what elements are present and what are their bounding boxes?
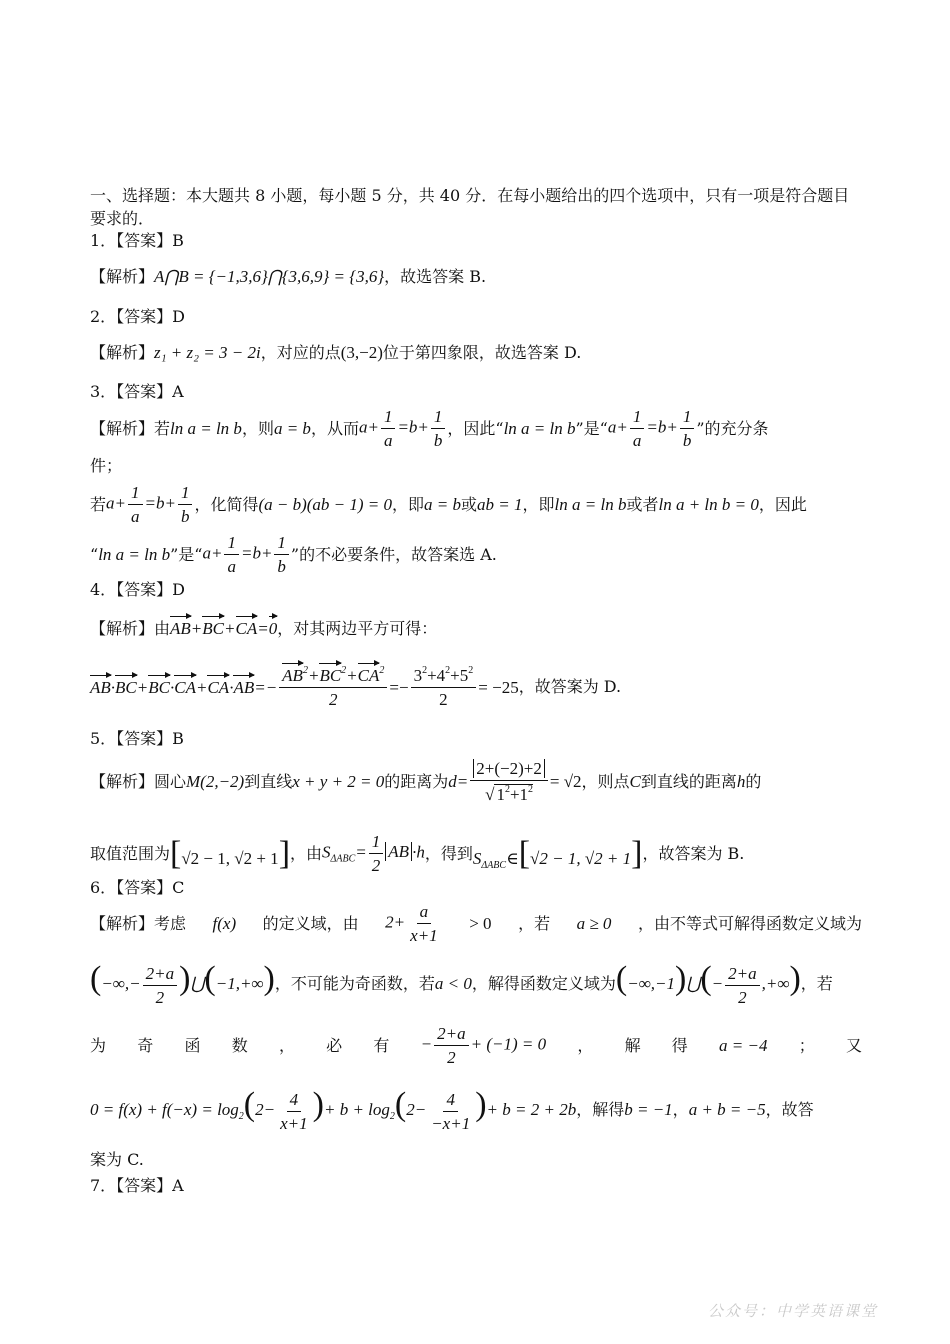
- q5-expl-line2: [90, 833, 862, 874]
- q6-l2-domain1: (−∞,− $\frac{2+a}{2}$ )⋃(−1,+∞): [90, 960, 275, 1007]
- q4-l1-prefix: 【解析】由: [90, 618, 171, 638]
- q3-l1-frac-eq: a+ $\frac{1}{a}$ =b+ $\frac{1}{b}$: [359, 408, 447, 449]
- q1-expl-suffix: ，故选答案 B.: [384, 266, 487, 286]
- q3-l3-c4: ln a + ln b = 0: [658, 495, 759, 514]
- q3-l1-frac-eq-2: a+ $\frac{1}{a}$ =b+ $\frac{1}{b}$: [608, 408, 696, 449]
- q5-l2-get: ，得到: [424, 843, 473, 863]
- q5-l2-end: ，故答案为 B.: [642, 843, 745, 863]
- q3-l4-ln-eq: ln a = ln b: [98, 545, 171, 564]
- q4-l2-frac2: $\frac{3^2+4^2+5^2}{2}$: [411, 666, 477, 708]
- q2-answer: [90, 309, 862, 325]
- q3-l3-c1: a = b: [424, 495, 462, 514]
- q6-l4-b: b = −1: [624, 1100, 673, 1120]
- q4-l2-eq: =−: [389, 677, 409, 697]
- q6-l3-eq: − $\frac{2+a}{2}$ + (−1) = 0: [420, 1024, 547, 1067]
- q5-l1-frac: $\frac{2+(-2)+2}{√ 1^2+1^2}$: [470, 760, 548, 803]
- q3-l1-ln-eq-2: ln a = ln b: [503, 419, 576, 438]
- q6-l3-w3: 数: [231, 1035, 248, 1055]
- q2-expl-mid: ，对应的点: [260, 342, 341, 362]
- q7-answer: [90, 1178, 862, 1194]
- q6-l2-cond: a < 0: [434, 974, 472, 994]
- q5-l2-result: $S_{\Delta ABC}\in[√2 - 1$, √2 + 1]: [472, 834, 643, 872]
- q4-answer-text: 4．【答案】D: [90, 580, 186, 599]
- q3-l3-simp: ，化简得: [194, 494, 259, 514]
- q3-l3-c3: ln a = ln b: [554, 495, 627, 514]
- q6-l3-a: a = −4: [719, 1036, 768, 1055]
- q6-answer: [90, 880, 862, 896]
- q3-l3-or2: 或者: [626, 494, 659, 514]
- q6-l2-mid: ，不可能为奇函数，若: [274, 973, 435, 993]
- q3-l1-then: ，则: [241, 418, 274, 438]
- q5-l2-range-text: √2 − 1, √2 + 1: [181, 848, 279, 868]
- q4-l1-suffix: ，对其两边平方可得：: [277, 618, 438, 638]
- q6-l4-end: ，故答: [765, 1099, 814, 1119]
- section-heading-line2: [90, 211, 862, 227]
- q5-answer-text: 5．【答案】B: [90, 729, 184, 748]
- q3-l4-frac-eq: a+ $\frac{1}{a}$ =b+ $\frac{1}{b}$: [202, 534, 290, 575]
- q5-l2-prefix: 取值范围为: [90, 843, 171, 863]
- q3-l4-quote: “: [90, 544, 99, 564]
- q5-l1-end: 的: [745, 771, 762, 791]
- q1-expl-prefix: 【解析】: [90, 266, 155, 286]
- q6-l1-if: ，若: [518, 913, 551, 933]
- q2-expl-math: z₁ + z₂ = 3 − 2i: [154, 343, 261, 362]
- q5-l2-area: $S_{\Delta ABC}=$ $\frac{1}{2}$ AB ·h: [322, 832, 425, 875]
- q4-l2-frac1: $\frac{AB^2+BC^2+CA^2}{2}$: [279, 666, 387, 708]
- q3-l3-end: ，因此: [758, 494, 807, 514]
- q1-answer: [90, 233, 862, 249]
- q5-l1-center: M(2,−2): [186, 772, 245, 791]
- q6-l1-end: ，由不等式可解得函数定义域为: [637, 913, 862, 933]
- q5-l1-c: C: [629, 772, 641, 791]
- section-heading-line1: [90, 188, 862, 204]
- q4-l1-vector-sum: AB+BC+CA=0: [170, 619, 278, 638]
- q1-explanation: [90, 268, 862, 285]
- q5-answer: [90, 731, 862, 747]
- q3-answer-text: 3．【答案】A: [90, 382, 184, 401]
- q6-l1-gt: > 0: [469, 914, 492, 933]
- q5-l1-dist: 的距离为: [384, 771, 449, 791]
- q6-l5: 案为 C.: [90, 1150, 144, 1169]
- q3-l3-c2: ab = 1: [477, 495, 523, 514]
- q5-expl-line1: [90, 760, 862, 803]
- q5-l1-line: x + y + 2 = 0: [292, 772, 385, 791]
- q5-l1-d: d=: [448, 772, 469, 791]
- q6-answer-text: 6．【答案】C: [90, 878, 185, 897]
- q3-l4-end: ”的不必要条件，故答案选 A.: [290, 544, 497, 564]
- q3-l1-end: ”的充分条: [696, 418, 769, 438]
- q3-l1-prefix: 【解析】若: [90, 418, 171, 438]
- q3-l3-prefix: 若: [90, 494, 107, 514]
- q6-l3-eq-text: + (−1) = 0: [470, 1034, 547, 1054]
- q6-expl-line2: [90, 962, 862, 1006]
- q5-l2-range-text-2: √2 − 1, √2 + 1: [530, 848, 632, 868]
- q1-answer-text: 1．【答案】B: [90, 231, 184, 250]
- q4-answer: [90, 582, 862, 598]
- q4-l2-suffix: ，故答案为 D.: [518, 677, 622, 696]
- q6-l4-eq-text: + b = 2 + 2b: [486, 1100, 577, 1119]
- q6-l4-sum: a + b = −5: [688, 1100, 766, 1120]
- q6-l2-domain: ，解得函数定义域为: [471, 973, 616, 993]
- q3-expl-line2: [90, 458, 862, 474]
- watermark: 公众号：中学英语课堂: [708, 1302, 879, 1320]
- q6-l1-domain: 的定义域，由: [262, 913, 359, 933]
- q1-expl-math: A⋂B = {−1,3,6}⋂{3,6,9} = {3,6}: [154, 267, 385, 286]
- q6-l4-comma: ，: [672, 1099, 689, 1119]
- q6-l1-cond: a ≥ 0: [576, 914, 612, 933]
- q6-l3-semi: ；: [798, 1035, 815, 1055]
- section-heading-text2: 要求的．: [90, 209, 155, 228]
- q6-l4-mid: + b + log: [323, 1100, 390, 1119]
- q5-l1-h: h: [736, 772, 746, 791]
- q2-expl-suffix: 位于第四象限，故选答案 D.: [382, 342, 582, 362]
- q5-l1-h-text: 到直线的距离: [640, 771, 737, 791]
- q3-l1-thus: ，因此“: [447, 418, 504, 438]
- q3-l3-frac-eq: a+ $\frac{1}{a}$ =b+ $\frac{1}{b}$: [106, 484, 194, 525]
- q3-l2: 件；: [90, 456, 123, 475]
- q6-expl-line4: [90, 1088, 862, 1132]
- q4-l2-result: = −25: [478, 677, 519, 697]
- q3-l3-expr: (a − b)(ab − 1) = 0: [258, 495, 393, 514]
- q2-answer-text: 2．【答案】D: [90, 307, 186, 326]
- q6-l3-w1: 奇: [137, 1035, 154, 1055]
- q6-l3-w4: ，: [278, 1035, 295, 1055]
- q5-l1-prefix: 【解析】圆心: [90, 771, 187, 791]
- q6-l3-again: 又: [845, 1035, 862, 1055]
- q2-explanation: [90, 344, 862, 361]
- q4-l2-dot-sum: AB·BC+BC·CA+CA·AB=−: [90, 677, 278, 697]
- q5-l2-by: ，由: [290, 843, 323, 863]
- q6-l4-prefix: 0 = f(x) + f(−x) = log: [90, 1100, 239, 1119]
- q3-l1-so: ，从而: [310, 418, 359, 438]
- q3-expl-line3: [90, 484, 862, 525]
- q6-expl-line5: [90, 1152, 862, 1168]
- q3-l3-or: 或: [461, 494, 478, 514]
- q6-l3-w5: 必: [326, 1035, 343, 1055]
- q6-l3-w8: 解: [624, 1035, 641, 1055]
- q3-expl-line4: [90, 534, 862, 575]
- q3-answer: [90, 384, 862, 400]
- q3-expl-line1: [90, 408, 862, 449]
- q7-answer-text: 7．【答案】A: [90, 1176, 184, 1195]
- q6-l1-f: f(x): [212, 914, 237, 933]
- q5-l2-range: [√2 − 1, √2 + 1]: [170, 834, 291, 872]
- q3-l1-ln-eq: ln a = ln b: [170, 419, 242, 438]
- q6-l4-solve: ，解得: [576, 1099, 625, 1119]
- q6-l3-w6: 有: [373, 1035, 390, 1055]
- q3-l1-a-eq-b: a = b: [273, 419, 311, 438]
- q6-l4-eq: $0 = f(x) + f(-x) = \log_2(2-$ $\frac{4}{x+1}$ )+ $b + \log_2(2-$ $\frac{4}{-x+1}$ )+ b = 2 + 2b: [90, 1086, 577, 1133]
- q6-l3-w0: 为: [90, 1035, 107, 1055]
- q4-expl-line1: [90, 620, 862, 637]
- q6-l2-end: ，若: [800, 973, 833, 993]
- q5-l1-to: 到直线: [244, 771, 293, 791]
- q3-l4-is: ”是“: [170, 544, 203, 564]
- q3-l1-is: ”是“: [575, 418, 608, 438]
- q5-l1-pt: ，则点: [581, 771, 630, 791]
- section-heading-text: 一、选择题：本大题共 8 小题，每小题 5 分，共 40 分．在每小题给出的四个选项中，只有一项是符合题目: [90, 186, 850, 205]
- q6-l3-w9: 得: [671, 1035, 688, 1055]
- q6-l1-ineq: 2+ $\frac{a}{x+1}$: [385, 902, 438, 945]
- q2-expl-prefix: 【解析】: [90, 342, 155, 362]
- q6-l1-prefix: 【解析】考虑: [90, 913, 187, 933]
- q2-expl-point: (3,−2): [340, 343, 383, 362]
- q3-l3-ie: ，即: [392, 494, 425, 514]
- q6-l2-domain2: (−∞,−1)⋃(− $\frac{2+a}{2}$ ,+∞): [615, 960, 801, 1007]
- q6-l3-w7: ，: [577, 1035, 594, 1055]
- q3-l3-ie2: ，即: [522, 494, 555, 514]
- q6-expl-line3: [90, 1025, 862, 1066]
- q4-expl-line2: [90, 666, 862, 708]
- q6-l3-w2: 函: [184, 1035, 201, 1055]
- q6-expl-line1: [90, 903, 862, 944]
- q5-l1-result: = √2: [549, 772, 582, 791]
